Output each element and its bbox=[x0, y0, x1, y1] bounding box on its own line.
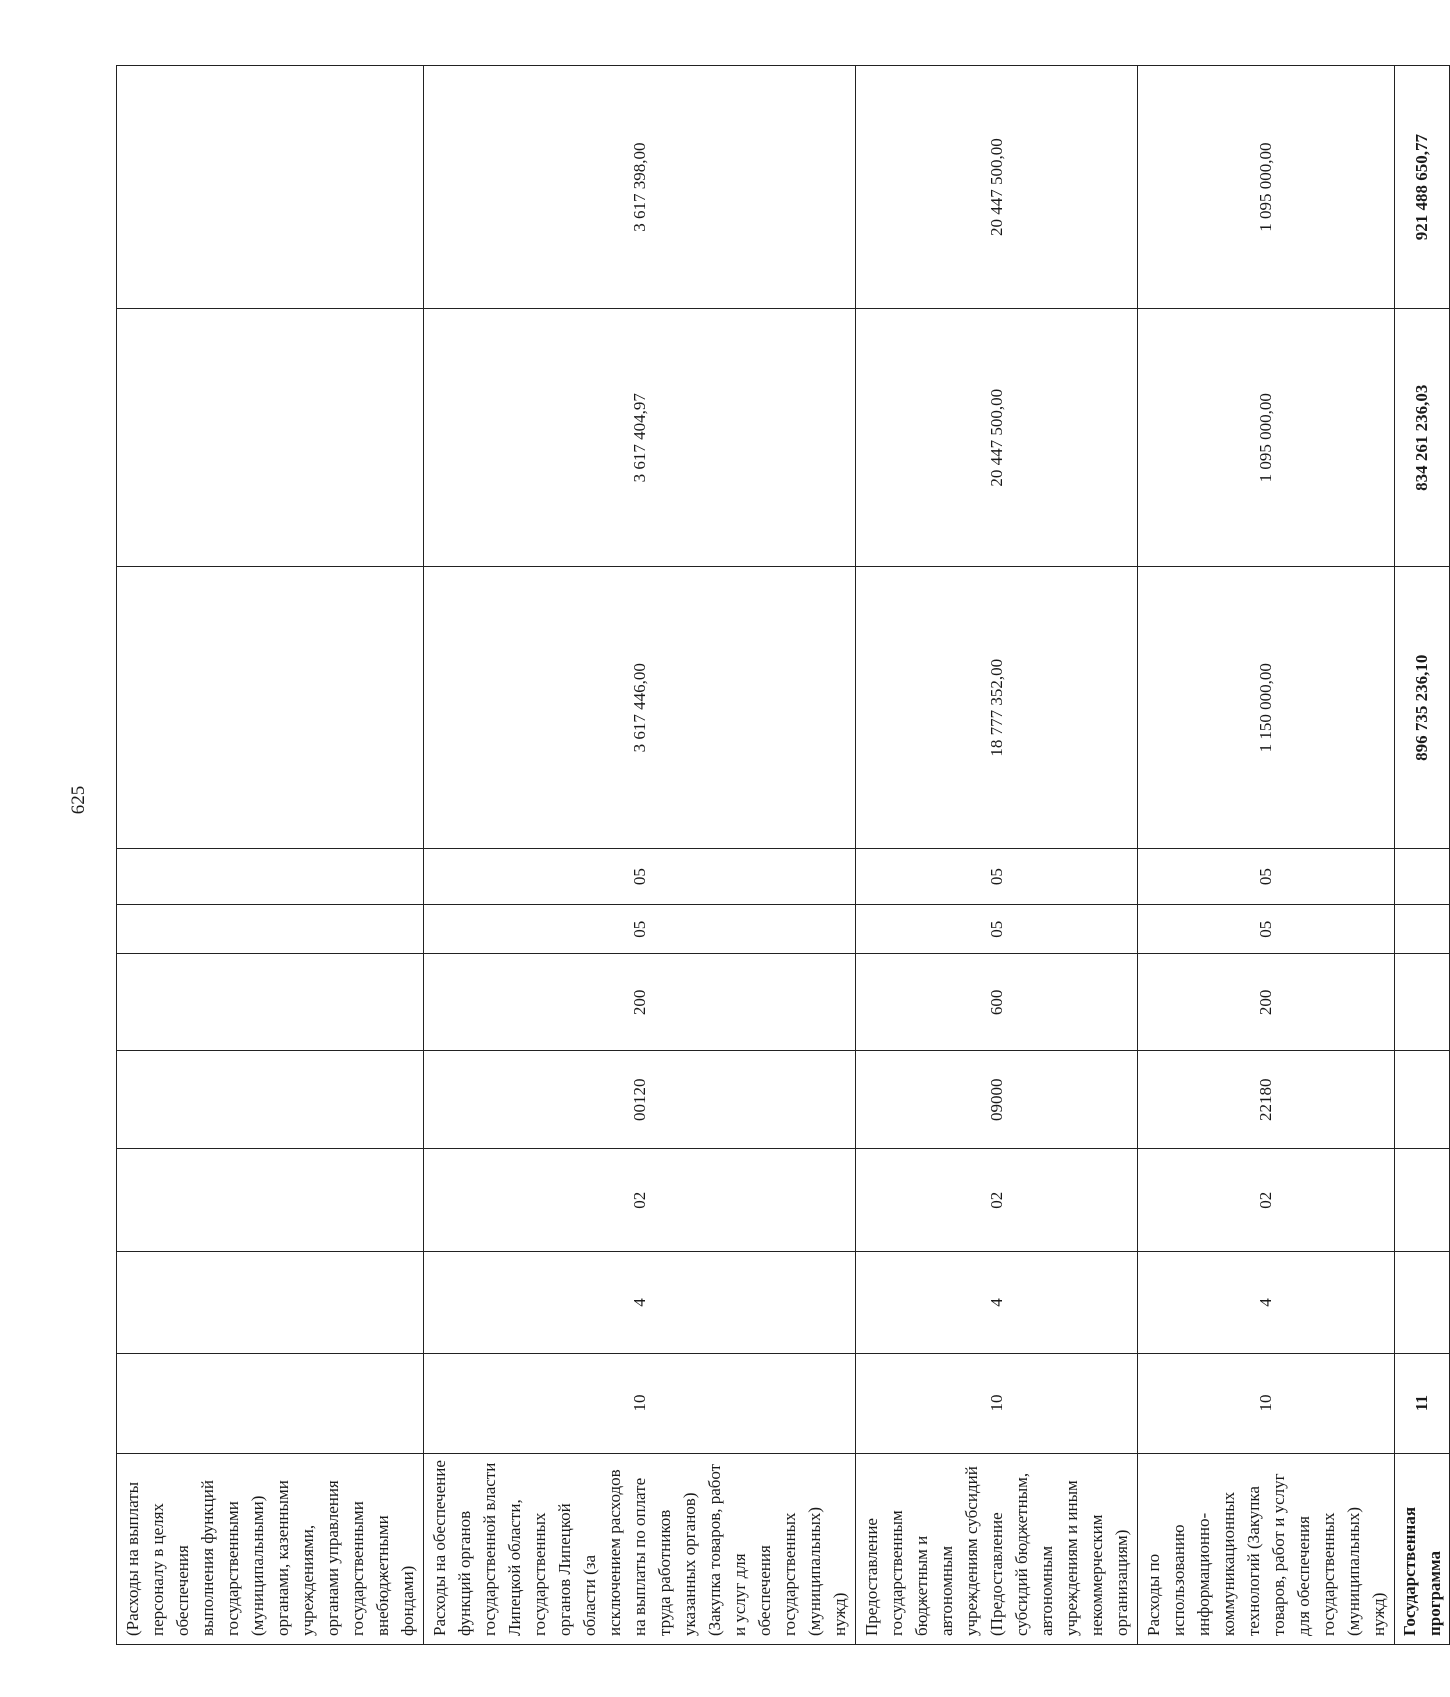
table-cell: 05 bbox=[424, 905, 856, 954]
total-label: Государственная программа bbox=[1395, 1453, 1450, 1644]
amount-year-3: 20 447 500,00 bbox=[856, 66, 1138, 309]
table-cell: 05 bbox=[856, 849, 1138, 905]
rotated-table-container bbox=[116, 65, 1444, 1645]
table-cell bbox=[117, 1252, 424, 1353]
table-cell bbox=[117, 905, 424, 954]
row-description: Расходы на обеспечение функций органов государственной власти Липецкой области, государственных органов Липецкой области (за исключением расходов на выплаты по оплате труда работников указанных органов) (Закупка товаров, работ и услуг для обеспечения государственных (муниципальных) нужд) bbox=[424, 1453, 856, 1644]
amount-year-2: 3 617 404,97 bbox=[424, 309, 856, 567]
budget-table bbox=[116, 65, 1450, 1645]
amount-year-1: 3 617 446,00 bbox=[424, 567, 856, 849]
amount-year-3: 3 617 398,00 bbox=[424, 66, 856, 309]
row-description: (Расходы на выплаты персоналу в целях обеспечения выполнения функций государственными (муниципальными) органами, казенными учреждениями, органами управления государственными внебюджетными фондами) bbox=[117, 1453, 424, 1644]
amount-year-1 bbox=[117, 567, 424, 849]
page-number: 625 bbox=[68, 785, 89, 815]
total-amount-year-3: 921 488 650,77 bbox=[1395, 66, 1450, 309]
table-cell: 22180 bbox=[1138, 1051, 1395, 1149]
amount-year-2: 20 447 500,00 bbox=[856, 309, 1138, 567]
table-cell bbox=[1395, 1149, 1450, 1252]
table-cell: 10 bbox=[424, 1353, 856, 1453]
table-cell: 200 bbox=[424, 954, 856, 1051]
table-cell: 02 bbox=[1138, 1149, 1395, 1252]
table-row bbox=[1138, 66, 1395, 1645]
table-cell: 09000 bbox=[856, 1051, 1138, 1149]
table-cell: 4 bbox=[1138, 1252, 1395, 1353]
table-cell: 05 bbox=[856, 905, 1138, 954]
table-cell bbox=[1395, 1252, 1450, 1353]
table-cell: 05 bbox=[1138, 905, 1395, 954]
table-cell: 05 bbox=[424, 849, 856, 905]
total-amount-year-2: 834 261 236,03 bbox=[1395, 309, 1450, 567]
total-row bbox=[1395, 66, 1450, 1645]
table-cell bbox=[117, 1051, 424, 1149]
table-cell bbox=[1395, 954, 1450, 1051]
table-cell: 600 bbox=[856, 954, 1138, 1051]
table-cell bbox=[117, 849, 424, 905]
amount-year-2 bbox=[117, 309, 424, 567]
amount-year-1: 1 150 000,00 bbox=[1138, 567, 1395, 849]
table-cell: 00120 bbox=[424, 1051, 856, 1149]
table-cell: 10 bbox=[1138, 1353, 1395, 1453]
total-amount-year-1: 896 735 236,10 bbox=[1395, 567, 1450, 849]
amount-year-3 bbox=[117, 66, 424, 309]
table-cell bbox=[1395, 905, 1450, 954]
table-cell: 02 bbox=[424, 1149, 856, 1252]
table-cell bbox=[1395, 1051, 1450, 1149]
table-row bbox=[117, 66, 424, 1645]
amount-year-2: 1 095 000,00 bbox=[1138, 309, 1395, 567]
total-col2: 11 bbox=[1395, 1353, 1450, 1453]
table-cell: 4 bbox=[856, 1252, 1138, 1353]
row-description: Расходы по использованию информационно-коммуникационных технологий (Закупка товаров, работ и услуг для обеспечения государственных (муниципальных) нужд) bbox=[1138, 1453, 1395, 1644]
table-row bbox=[424, 66, 856, 1645]
table-cell: 4 bbox=[424, 1252, 856, 1353]
table-cell: 10 bbox=[856, 1353, 1138, 1453]
table-row bbox=[856, 66, 1138, 1645]
table-cell: 200 bbox=[1138, 954, 1395, 1051]
amount-year-1: 18 777 352,00 bbox=[856, 567, 1138, 849]
table-cell bbox=[117, 954, 424, 1051]
amount-year-3: 1 095 000,00 bbox=[1138, 66, 1395, 309]
table-cell bbox=[1395, 849, 1450, 905]
table-cell: 02 bbox=[856, 1149, 1138, 1252]
table-cell: 05 bbox=[1138, 849, 1395, 905]
row-description: Предоставление государственным бюджетным и автономным учреждениям субсидий (Предоставление субсидий бюджетным, автономным учреждениям и иным некоммерческим организациям) bbox=[856, 1453, 1138, 1644]
table-cell bbox=[117, 1353, 424, 1453]
table-cell bbox=[117, 1149, 424, 1252]
